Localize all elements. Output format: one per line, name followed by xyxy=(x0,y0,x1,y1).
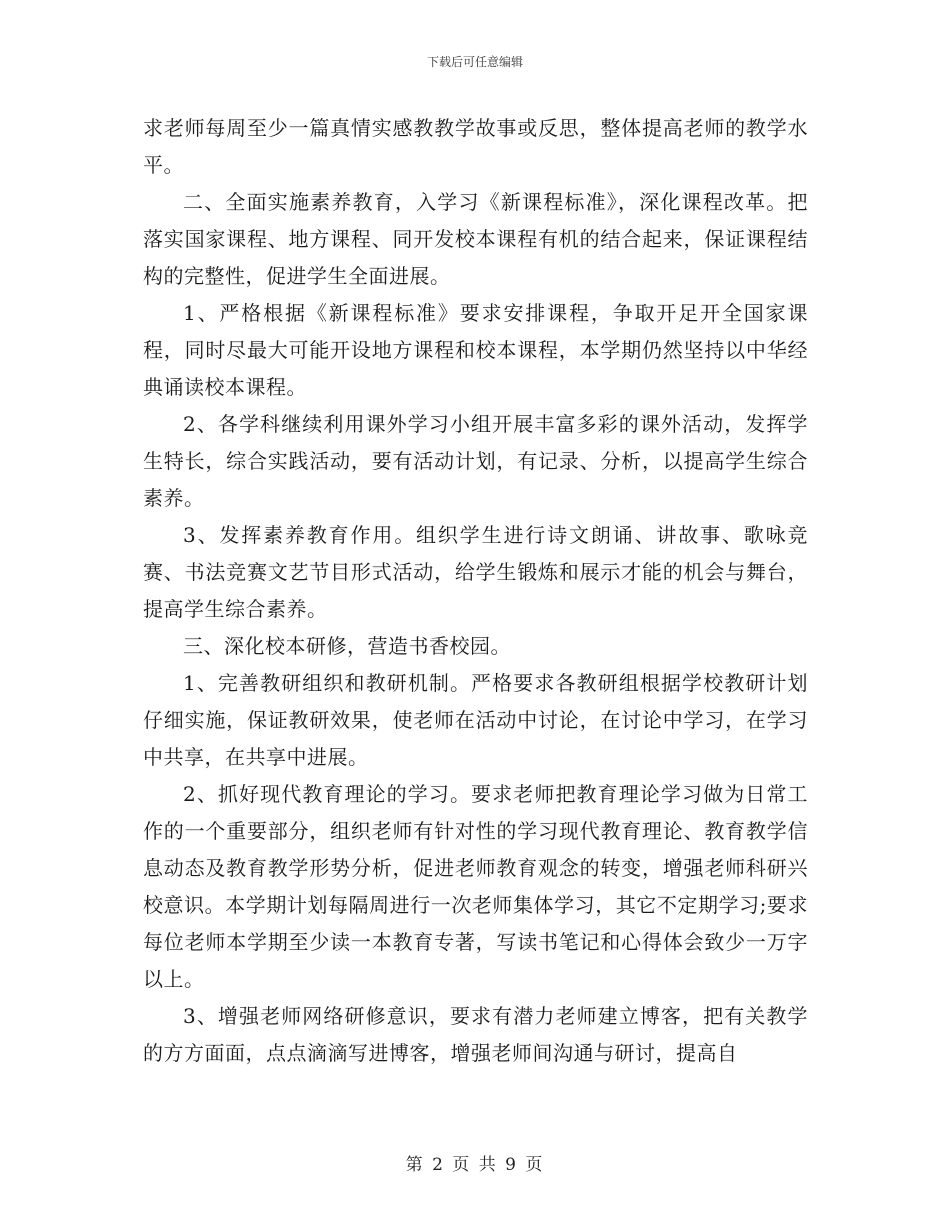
paragraph-2: 二、全面实施素养教育，入学习《新课程标准》，深化课程改革。把落实国家课程、地方课程、同开发校本课程有机的结合起来，保证课程结构的完整性，促进学生全面进展。 xyxy=(143,190,808,288)
paragraph-7: 1、完善教研组织和教研机制。严格要求各教研组根据学校教研计划仔细实施，保证教研效果，使老师在活动中讨论，在讨论中学习，在学习中共享，在共享中进展。 xyxy=(143,671,808,769)
document-body xyxy=(143,110,808,1072)
page-header: 下载后可任意编辑 xyxy=(426,55,523,69)
paragraph-5: 3、发挥素养教育作用。组织学生进行诗文朗诵、讲故事、歌咏竞赛、书法竞赛文艺节目形式活动，给学生锻炼和展示才能的机会与舞台，提高学生综合素养。 xyxy=(143,523,808,621)
page-number-footer: 第 2 页 共 9 页 xyxy=(405,1155,545,1175)
paragraph-9: 3、增强老师网络研修意识，要求有潜力老师建立博客，把有关教学的方方面面，点点滴滴写进博客，增强老师间沟通与研讨，提高自 xyxy=(143,1004,808,1065)
paragraph-6: 三、深化校本研修，营造书香校园。 xyxy=(183,634,511,658)
paragraph-1: 求老师每周至少一篇真情实感教教学故事或反思，整体提高老师的教学水平。 xyxy=(143,116,808,177)
paragraph-4: 2、各学科继续利用课外学习小组开展丰富多彩的课外活动，发挥学生特长，综合实践活动，要有活动计划，有记录、分析，以提高学生综合素养。 xyxy=(143,412,808,510)
paragraph-8: 2、抓好现代教育理论的学习。要求老师把教育理论学习做为日常工作的一个重要部分，组织老师有针对性的学习现代教育理论、教育教学信息动态及教育教学形势分析，促进老师教育观念的转变，增强老师科研兴校意识。本学期计划每隔周进行一次老师集体学习，其它不定期学习;要求每位老师本学期至少读一本教育专著，写读书笔记和心得体会致少一万字以上。 xyxy=(143,782,808,991)
paragraph-3: 1、严格根据《新课程标准》要求安排课程，争取开足开全国家课程，同时尽最大可能开设地方课程和校本课程，本学期仍然坚持以中华经典诵读校本课程。 xyxy=(143,301,808,399)
